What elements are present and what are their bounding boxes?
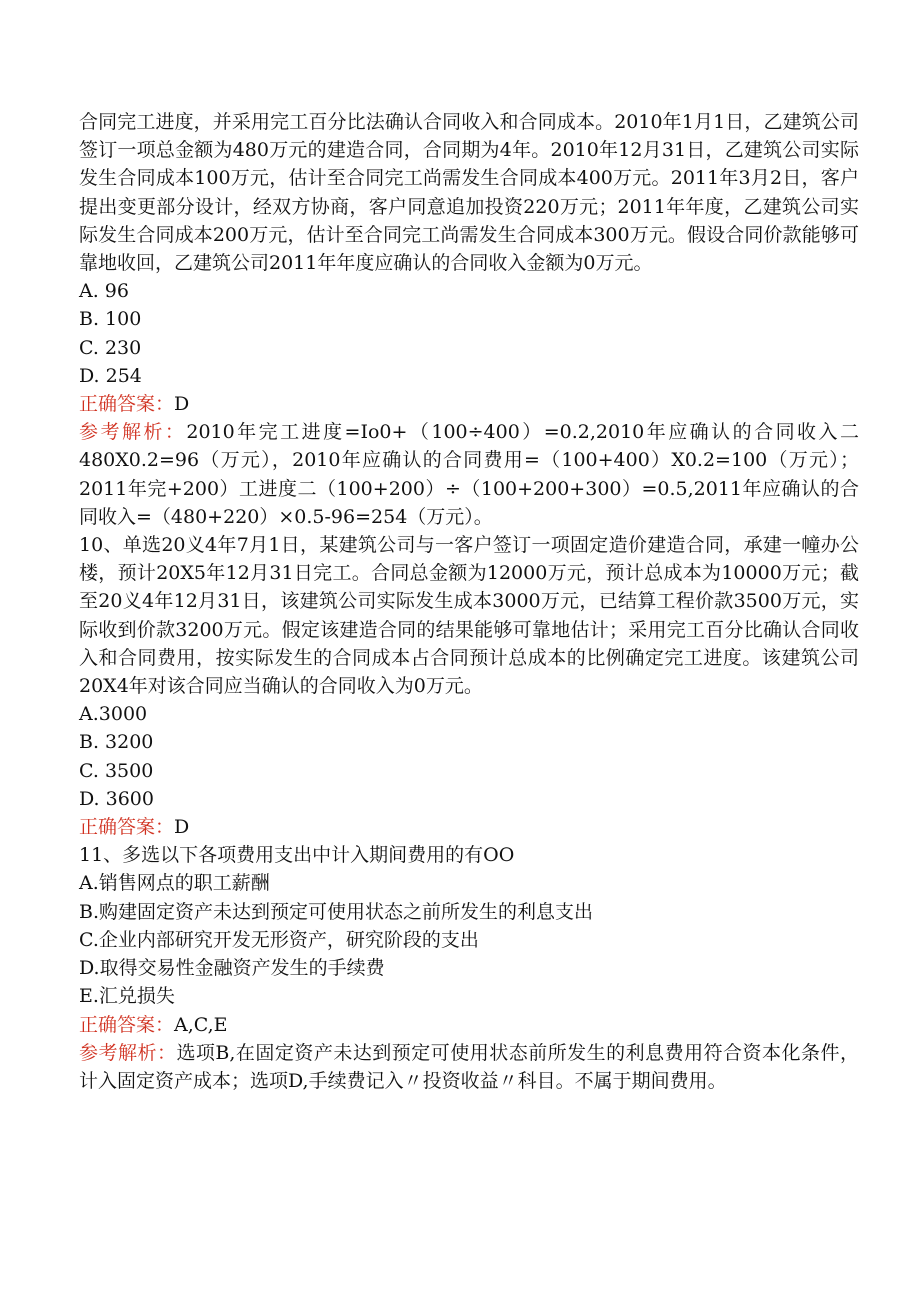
q11-option-a: A.销售网点的职工薪酬	[79, 872, 270, 895]
q11-stem: 11、多选以下各项费用支出中计入期间费用的有OO	[79, 844, 515, 867]
q10-answer-label: 正确答案：	[79, 816, 175, 839]
q10-option-b: B. 3200	[79, 731, 154, 754]
q9-option-b: B. 100	[79, 308, 142, 331]
q9-answer	[79, 390, 859, 418]
q11-option-c: C.企业内部研究开发无形资产，研究阶段的支出	[79, 928, 479, 951]
q11-option-e: E.汇兑损失	[79, 985, 175, 1008]
q11-answer	[79, 1011, 859, 1039]
q9-option-a: A. 96	[79, 280, 129, 303]
q10-stem: 10、单选20义4年7月1日，某建筑公司与一客户签订一项固定造价建造合同，承建一幢办公楼，预计20X5年12月31日完工。合同总金额为12000万元，预计总成本为10000万元；截至20义4年12月31日，该建筑公司实际发生成本3000万元，已结算工程价款3500万元，实际收到价款3200万元。假定该建造合同的结果能够可靠地估计；采用完工百分比确认合同收入和合同费用，按实际发生的合同成本占合同预计总成本的比例确定完工进度。该建筑公司20X4年对该合同应当确认的合同收入为0万元。	[79, 534, 859, 698]
q9-stem: 合同完工进度，并采用完工百分比法确认合同收入和合同成本。2010年1月1日，乙建筑公司签订一项总金额为480万元的建造合同，合同期为4年。2010年12月31日，乙建筑公司实际发生合同成本100万元，估计至合同完工尚需发生合同成本400万元。2011年3月2日，客户提出变更部分设计，经双方协商，客户同意追加投资220万元；2011年年度，乙建筑公司实际发生合同成本200万元，估计至合同完工尚需发生合同成本300万元。假设合同价款能够可靠地收回，乙建筑公司2011年年度应确认的合同收入金额为0万元。	[79, 111, 859, 275]
q10-answer-value: D	[174, 816, 190, 839]
q11-option-d: D.取得交易性金融资产发生的手续费	[79, 957, 385, 980]
q10-option-c: C. 3500	[79, 759, 154, 782]
q9-analysis-label: 参考解析：	[79, 421, 187, 444]
q9-option-c: C. 230	[79, 336, 142, 359]
q9-answer-value: D	[174, 393, 190, 416]
q9-analysis	[79, 418, 859, 531]
q10-answer	[79, 813, 859, 841]
q11-analysis	[79, 1039, 859, 1095]
q11-answer-label: 正确答案：	[79, 1013, 175, 1036]
q11-answer-value: A,C,E	[174, 1013, 228, 1036]
q11-analysis-label: 参考解析：	[79, 1041, 177, 1064]
q10-option-a: A.3000	[79, 703, 148, 726]
document-page	[79, 108, 859, 1095]
q9-analysis-text: 2010年完工进度=Io0+（100÷400）=0.2,2010年应确认的合同收入二480X0.2=96（万元），2010年应确认的合同费用=（100+400）X0.2=100（万元）；2011年完+200）工进度二（100+200）÷（100+200+300）=0.5,2011年应确认的合同收入=（480+220）×0.5-96=254（万元）。	[79, 421, 859, 528]
q9-answer-label: 正确答案：	[79, 393, 175, 416]
q11-analysis-text: 选项B,在固定资产未达到预定可使用状态前所发生的利息费用符合资本化条件，计入固定资产成本；选项D,手续费记入〃投资收益〃科目。不属于期间费用。	[79, 1041, 859, 1092]
q9-option-d: D. 254	[79, 364, 142, 387]
q10-option-d: D. 3600	[79, 787, 154, 810]
q11-option-b: B.购建固定资产未达到预定可使用状态之前所发生的利息支出	[79, 900, 594, 923]
